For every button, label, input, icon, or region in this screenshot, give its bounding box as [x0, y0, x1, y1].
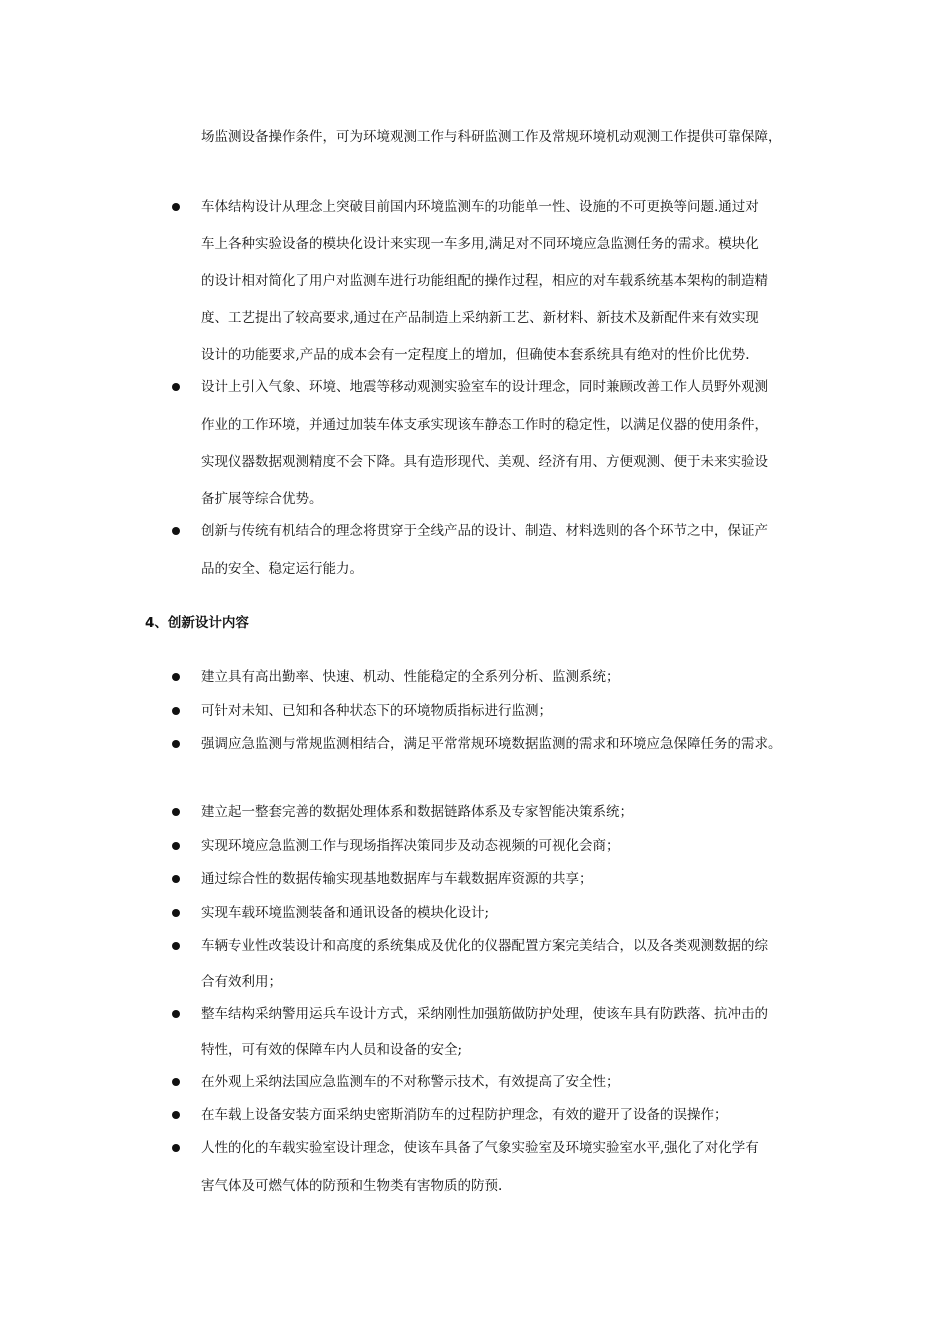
bullet-icon — [172, 909, 180, 917]
list-item-line: 可针对未知、已知和各种状态下的环境物质指标进行监测； — [201, 703, 552, 719]
list-item-line: 车上各种实验设备的模块化设计来实现一车多用,满足对不同环境应急监测任务的需求。模块化 — [201, 236, 759, 252]
list-item-line: 人性的化的车载实验室设计理念，使该车具备了气象实验室及环境实验室水平,强化了对化学有 — [201, 1140, 759, 1156]
list-item-line: 设计上引入气象、环境、地震等移动观测实验室车的设计理念，同时兼顾改善工作人员野外观测 — [201, 379, 768, 395]
list-item-line: 特性，可有效的保障车内人员和设备的安全; — [201, 1042, 463, 1058]
list-item-line: 强调应急监测与常规监测相结合，满足平常常规环境数据监测的需求和环境应急保障任务的需求。 — [201, 736, 782, 752]
list-item-line: 害气体及可燃气体的防预和生物类有害物质的防预. — [201, 1178, 503, 1194]
bullet-icon — [172, 808, 180, 816]
list-item-line: 整车结构采纳警用运兵车设计方式，采纳刚性加强筋做防护处理，使该车具有防跌落、抗冲击的 — [201, 1006, 768, 1022]
list-item-line: 备扩展等综合优势。 — [201, 491, 323, 507]
bullet-icon — [172, 203, 180, 211]
list-item-line: 建立起一整套完善的数据处理体系和数据链路体系及专家智能决策系统； — [201, 804, 633, 820]
list-item-line: 实现仪器数据观测精度不会下降。具有造形现代、美观、经济有用、方便观测、便于未来实验设 — [201, 454, 768, 470]
list-item-line: 设计的功能要求,产品的成本会有一定程度上的增加，但确使本套系统具有绝对的性价比优势. — [201, 347, 750, 363]
intro-line: 场监测设备操作条件，可为环境观测工作与科研监测工作及常规环境机动观测工作提供可靠保障， — [201, 129, 782, 145]
bullet-icon — [172, 842, 180, 850]
list-item-line: 通过综合性的数据传输实现基地数据库与车载数据库资源的共享； — [201, 871, 593, 887]
list-item-line: 品的安全、稳定运行能力。 — [201, 561, 363, 577]
list-item-line: 在外观上采纳法国应急监测车的不对称警示技术，有效提高了安全性； — [201, 1074, 620, 1090]
bullet-icon — [172, 707, 180, 715]
bullet-icon — [172, 383, 180, 391]
bullet-icon — [172, 875, 180, 883]
bullet-icon — [172, 1144, 180, 1152]
bullet-icon — [172, 527, 180, 535]
bullet-icon — [172, 1078, 180, 1086]
list-item-line: 车辆专业性改装设计和高度的系统集成及优化的仪器配置方案完美结合，以及各类观测数据的综 — [201, 938, 768, 954]
list-item-line: 度、工艺提出了较高要求,通过在产品制造上采纳新工艺、新材料、新技术及新配件来有效实现 — [201, 310, 759, 326]
list-item-line: 作业的工作环境，并通过加装车体支承实现该车静态工作时的稳定性，以满足仪器的使用条件， — [201, 417, 768, 433]
list-item-line: 创新与传统有机结合的理念将贯穿于全线产品的设计、制造、材料选则的各个环节之中，保证产 — [201, 523, 768, 539]
list-item-line: 的设计相对简化了用户对监测车进行功能组配的操作过程，相应的对车载系统基本架构的制造精 — [201, 273, 768, 289]
list-item-line: 建立具有高出勤率、快速、机动、性能稳定的全系列分析、监测系统； — [201, 669, 620, 685]
list-item-line: 车体结构设计从理念上突破目前国内环境监测车的功能单一性、设施的不可更换等问题.通过对 — [201, 199, 759, 215]
bullet-icon — [172, 1010, 180, 1018]
section-heading: 4、创新设计内容 — [145, 615, 249, 631]
bullet-icon — [172, 1111, 180, 1119]
bullet-icon — [172, 942, 180, 950]
list-item-line: 在车载上设备安装方面采纳史密斯消防车的过程防护理念，有效的避开了设备的误操作； — [201, 1107, 728, 1123]
list-item-line: 合有效利用； — [201, 974, 282, 990]
bullet-icon — [172, 740, 180, 748]
bullet-icon — [172, 673, 180, 681]
list-item-line: 实现车载环境监测装备和通讯设备的模块化设计; — [201, 905, 490, 921]
list-item-line: 实现环境应急监测工作与现场指挥决策同步及动态视频的可视化会商； — [201, 838, 620, 854]
